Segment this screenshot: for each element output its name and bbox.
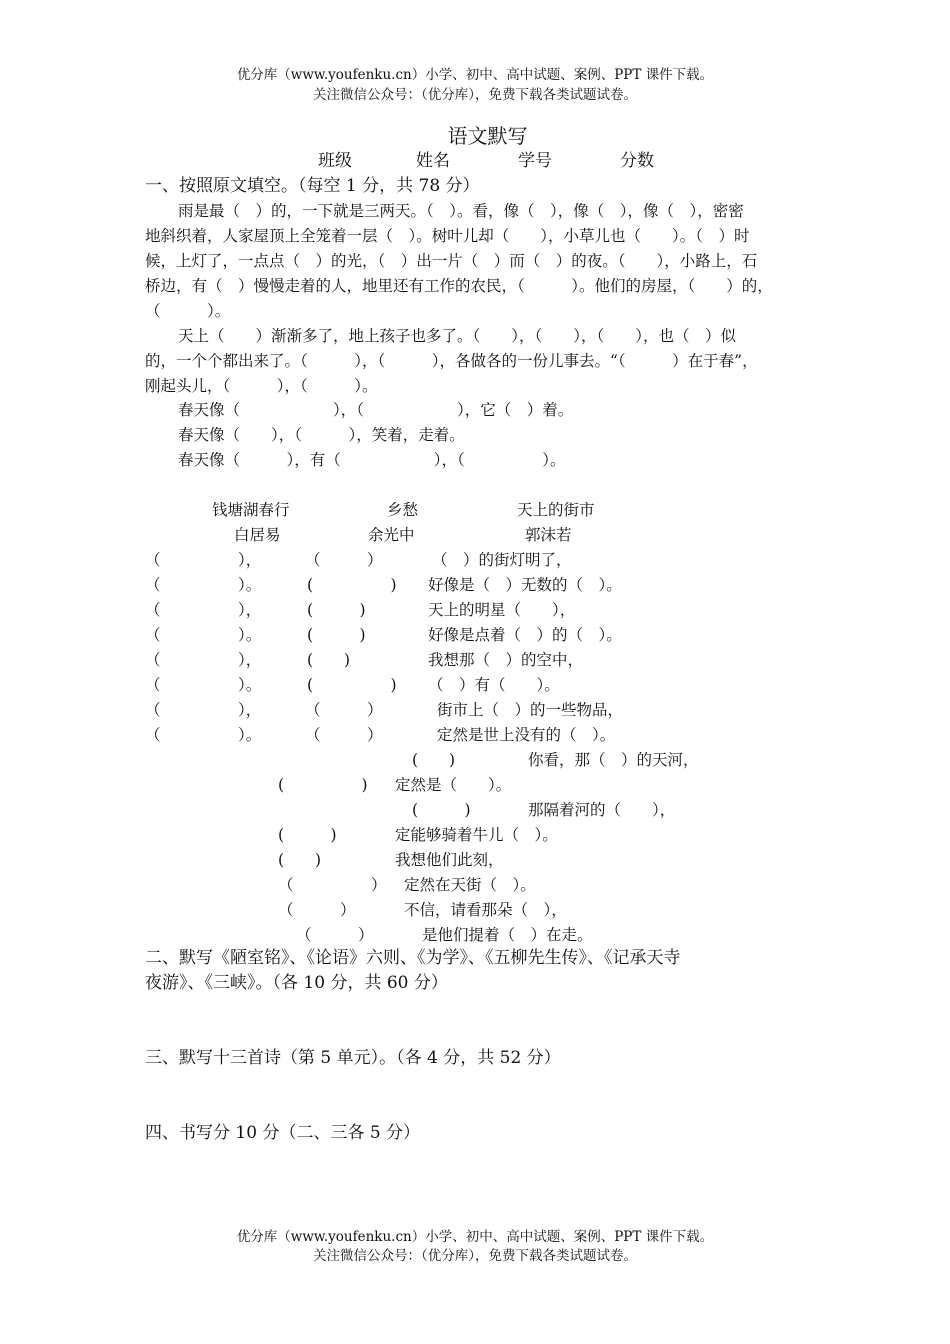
header-line-1: 优分库（www.youfenku.cn）小学、初中、高中试题、案例、PPT 课件下载。 [236,67,714,83]
s1-p2-line: 的，一个个都出来了。（ ），（ ），各做各的一份儿事去。“（ ）在于春”， [145,352,758,370]
cont-line: 定然是（ ）。 [395,776,512,794]
meta-score: 分数 [620,151,654,171]
poem2-blank: ( ) [307,601,366,619]
section4-heading: 四、书写分 10 分（二、三各 5 分） [145,1123,421,1143]
cont-line: 不信，请看那朵（ ）， [404,901,567,919]
s1-p3-line: 春天像（ ），有（ ），（ ）。 [178,451,566,469]
poem3-line: 好像是（ ）无数的（ ）。 [428,576,622,594]
poem-author-3: 郭沫若 [525,526,572,544]
poem1-blank: （ ）， [145,551,262,569]
cont-blank: ( ) [412,751,456,769]
poem3-line: （ ）有（ ）。 [428,676,560,694]
poem3-line: （ ）的街灯明了， [432,551,572,569]
cont-blank: ( ) [278,851,322,869]
poem2-blank: （ ） [305,701,383,719]
cont-blank: ( ) [412,801,471,819]
poem1-blank: （ ）。 [145,726,262,744]
poem2-blank: （ ） [305,551,383,569]
poem-author-1: 白居易 [234,526,281,544]
meta-name: 姓名 [416,151,450,171]
poem1-blank: （ ）， [145,701,262,719]
poem-title-3: 天上的街市 [517,501,595,519]
poem1-blank: （ ）， [145,651,262,669]
page-title: 语文默写 [447,124,528,148]
poem3-line: 我想那（ ）的空中， [428,651,584,669]
s1-p3-line: 春天像（ ），（ ），它（ ）着。 [178,401,574,419]
poem1-blank: （ ）， [145,601,262,619]
meta-class: 班级 [318,151,352,171]
poem1-blank: （ ）。 [145,576,262,594]
s1-p1-line: 桥边，有（ ）慢慢走着的人，地里还有工作的农民，（ ）。他们的房屋，（ ）的， [145,277,773,295]
poem2-blank: （ ） [305,726,383,744]
s1-p1-line: 雨是最（ ）的，一下就是三两天。（ ）。看，像（ ），像（ ），像（ ），密密 [178,202,744,220]
s1-p2-line: 刚起头儿，（ ），（ ）。 [145,377,378,395]
section3-heading: 三、默写十三首诗（第 5 单元）。（各 4 分，共 52 分） [145,1048,561,1068]
cont-line: 是他们提着（ ）在走。 [422,926,593,944]
poem1-blank: （ ）。 [145,626,262,644]
cont-blank: ( ) [278,776,368,794]
poem2-blank: ( ) [307,576,397,594]
s1-p1-line: 地斜织着，人家屋顶上全笼着一层（ ）。树叶儿却（ ），小草儿也（ ）。（ ）时 [145,227,750,245]
poem-author-2: 余光中 [368,526,415,544]
poem2-blank: ( ) [307,651,351,669]
poem-title-1: 钱塘湖春行 [212,501,290,519]
poem2-blank: ( ) [307,676,397,694]
header-line-2: 关注微信公众号：（优分库），免费下载各类试题试卷。 [313,87,637,103]
footer-line-1: 优分库（www.youfenku.cn）小学、初中、高中试题、案例、PPT 课件下载。 [236,1229,714,1245]
poem3-line: 天上的明星（ ）， [428,601,576,619]
poem2-blank: ( ) [307,626,366,644]
poem3-line: 定然是世上没有的（ ）。 [437,726,616,744]
cont-line: 那隔着河的（ ）， [528,801,676,819]
s1-p3-line: 春天像（ ），（ ），笑着，走着。 [178,426,465,444]
poem1-blank: （ ）。 [145,676,262,694]
footer-line-2: 关注微信公众号：（优分库），免费下载各类试题试卷。 [313,1248,637,1264]
cont-blank: （ ） [278,876,387,894]
cont-blank: ( ) [278,826,337,844]
cont-line: 我想他们此刻， [395,851,504,869]
section2-line-2: 夜游》、《三峡》。（各 10 分，共 60 分） [145,973,448,993]
section1-heading: 一、按照原文填空。（每空 1 分，共 78 分） [145,176,480,196]
meta-id: 学号 [518,151,552,171]
cont-line: 定然在天街（ ）。 [404,876,536,894]
poem-title-2: 乡愁 [387,501,419,519]
poem3-line: 好像是点着（ ）的（ ）。 [428,626,622,644]
cont-blank: （ ） [278,901,356,919]
section2-line-1: 二、默写《陋室铭》、《论语》六则、《为学》、《五柳先生传》、《记承天寺 [145,948,681,968]
cont-blank: （ ） [296,926,374,944]
poem3-line: 街市上（ ）的一些物品， [437,701,624,719]
s1-p2-line: 天上（ ）渐渐多了，地上孩子也多了。（ ），（ ），（ ），也（ ）似 [178,327,737,345]
s1-p1-line: （ ）。 [145,302,231,320]
s1-p1-line: 候，上灯了，一点点（ ）的光，（ ）出一片（ ）而（ ）的夜。（ ），小路上，石 [145,252,758,270]
cont-line: 定能够骑着牛儿（ ）。 [395,826,558,844]
cont-line: 你看，那（ ）的天河， [528,751,699,769]
